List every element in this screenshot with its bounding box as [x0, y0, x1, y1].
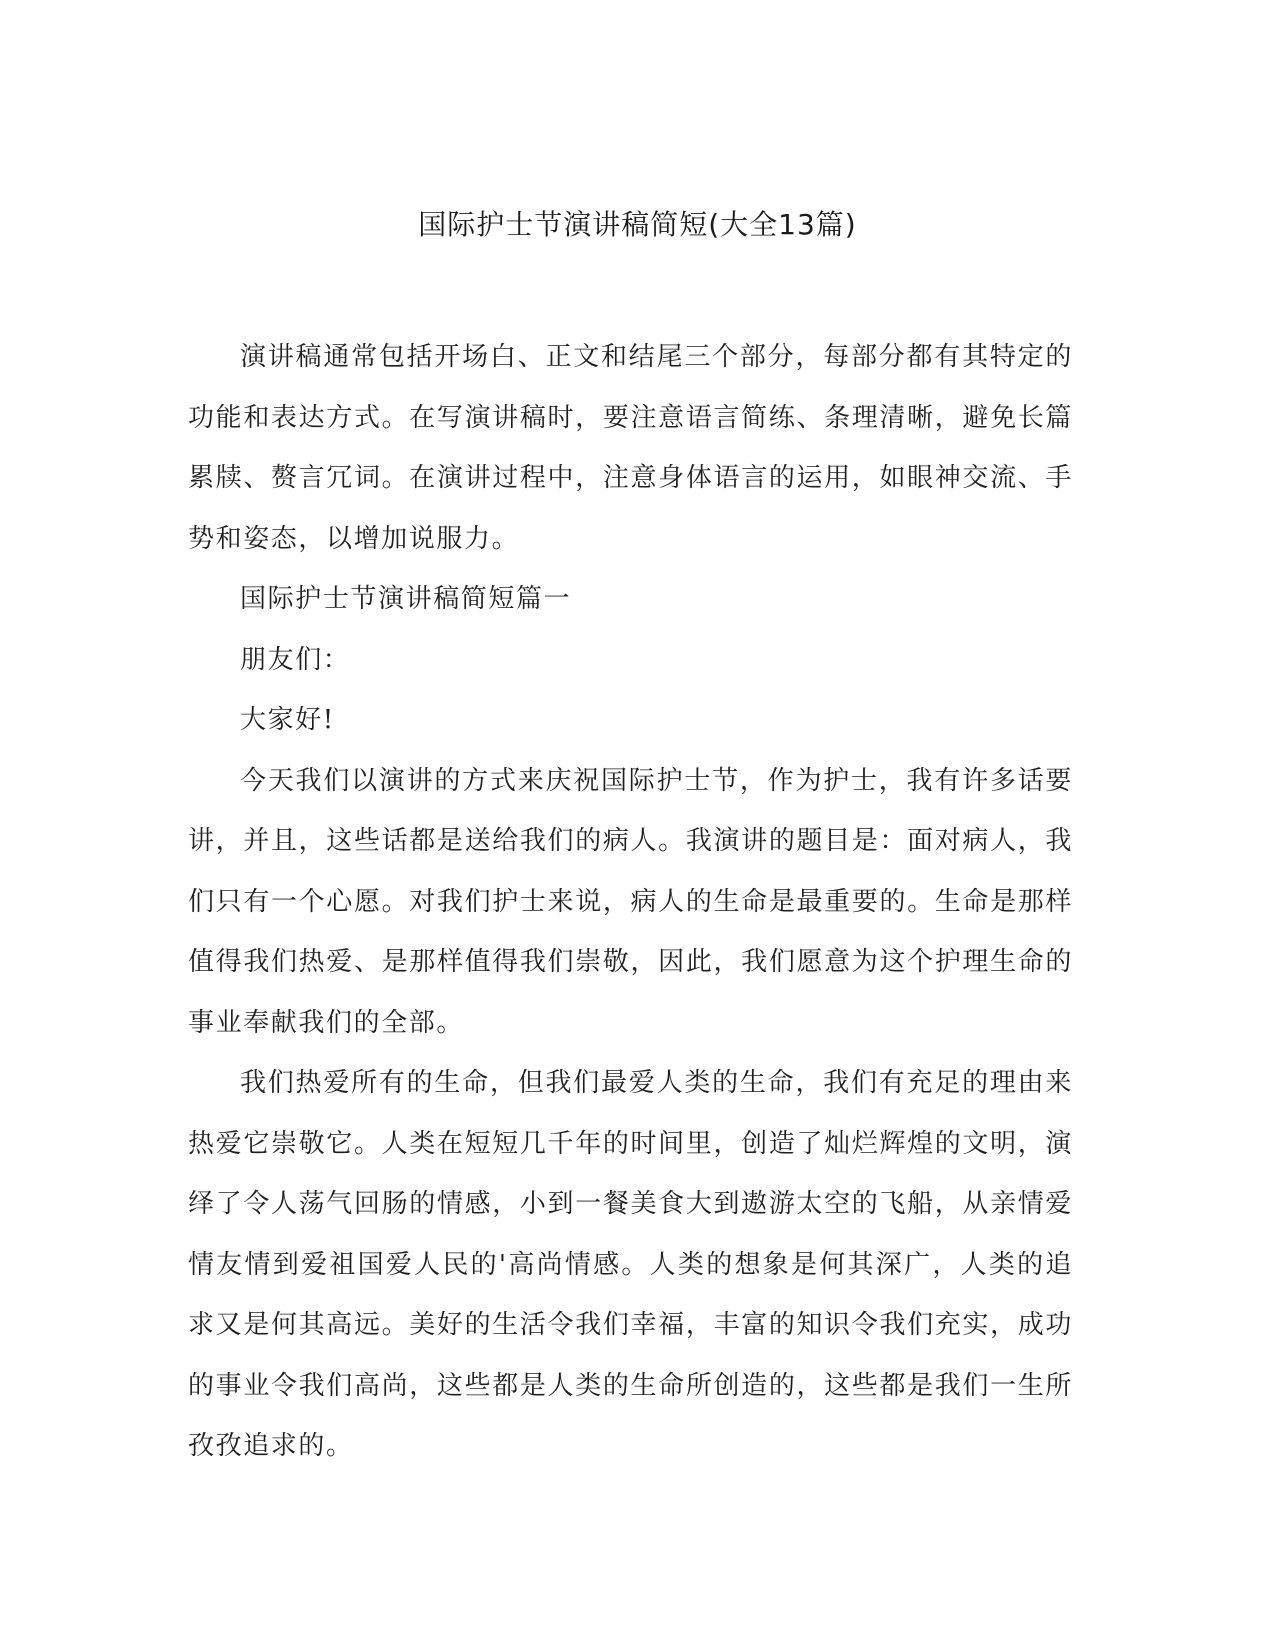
speech-paragraph: 我们热爱所有的生命，但我们最爱人类的生命，我们有充足的理由来热爱它崇敬它。人类在短短几千年的时间里，创造了灿烂辉煌的文明，演绎了令人荡气回肠的情感，小到一餐美食大到遨游太空的飞船，从亲情爱情友情到爱祖国爱人民的'高尚情感。人类的想象是何其深广，人类的追求又是何其高远。美好的生活令我们幸福，丰富的知识令我们充实，成功的事业令我们高尚，这些都是人类的生命所创造的，这些都是我们一生所孜孜追求的。 [188, 1068, 1073, 1461]
document-body [188, 327, 1073, 1477]
document-title: 国际护士节演讲稿简短(大全13篇) [418, 208, 857, 241]
section-heading: 国际护士节演讲稿简短篇一 [240, 584, 572, 614]
salutation: 朋友们： [240, 644, 351, 675]
greeting: 大家好! [240, 705, 335, 735]
speech-paragraph: 今天我们以演讲的方式来庆祝国际护士节，作为护士，我有许多话要讲，并且，这些话都是送给我们的病人。我演讲的题目是：面对病人，我们只有一个心愿。对我们护士来说，病人的生命是最重要的。生命是那样值得我们热爱、是那样值得我们崇敬，因此，我们愿意为这个护理生命的事业奉献我们的全部。 [188, 765, 1073, 1038]
intro-paragraph: 演讲稿通常包括开场白、正文和结尾三个部分，每部分都有其特定的功能和表达方式。在写演讲稿时，要注意语言简练、条理清晰，避免长篇累牍、赘言冗词。在演讲过程中，注意身体语言的运用，如眼神交流、手势和姿态，以增加说服力。 [188, 342, 1073, 554]
